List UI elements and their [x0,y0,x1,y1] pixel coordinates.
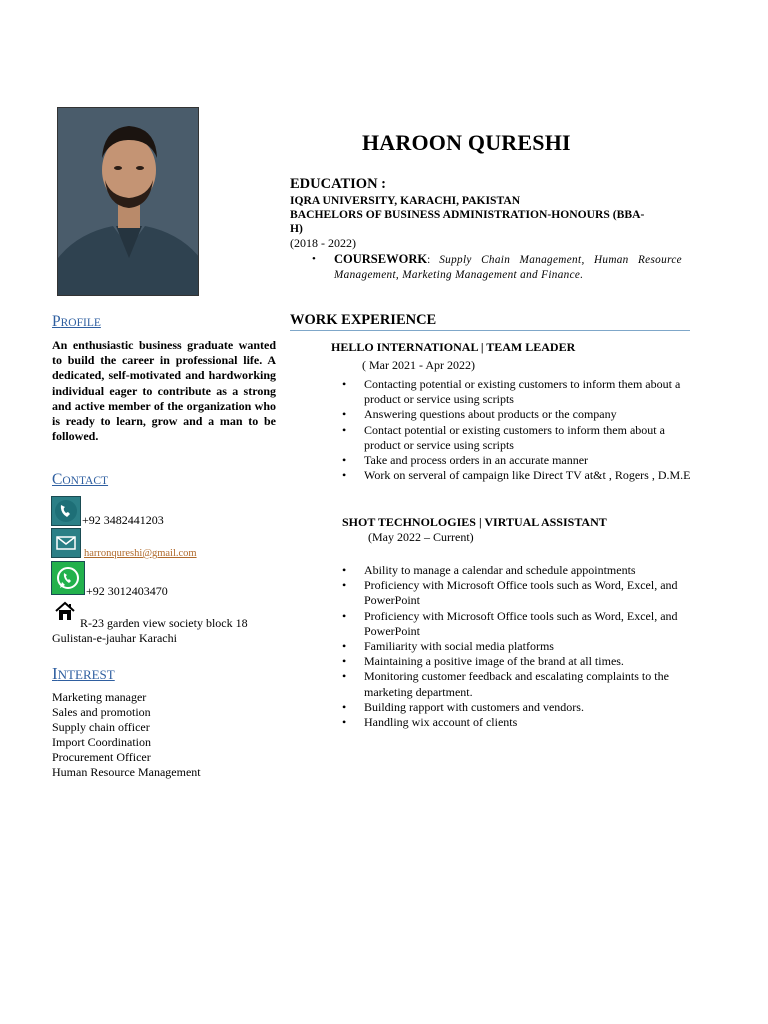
phone-icon [51,496,81,526]
job-title: SHOT TECHNOLOGIES | VIRTUAL ASSISTANT [342,515,607,529]
job-bullets [342,377,692,483]
list-item: • Proficiency with Microsoft Office tools such as Word, Excel, and PowerPoint [342,578,692,608]
interest-item: Import Coordination [52,735,151,749]
list-item: • Contact potential or existing customers to inform them about a product or service using scripts [342,423,692,453]
contact-phone[interactable]: +92 3482441203 [82,513,164,527]
job-bullets [342,563,692,730]
email-icon [51,528,81,558]
interest-heading: INTEREST [52,664,115,683]
work-experience-divider [290,330,690,331]
profile-photo-illustration [58,108,199,296]
contact-address-line2: Gulistan-e-jauhar Karachi [52,631,177,645]
interest-item: Human Resource Management [52,765,201,779]
candidate-name: HAROON QURESHI [362,130,571,155]
coursework-label: COURSEWORK [334,252,428,266]
education-university: IQRA UNIVERSITY, KARACHI, PAKISTAN [290,194,521,207]
interest-item: Marketing manager [52,690,147,704]
education-degree-line1: BACHELORS OF BUSINESS ADMINISTRATION-HONOURS (BBA- [290,208,645,221]
interest-item: Procurement Officer [52,750,151,764]
bullet-icon: • [312,253,316,265]
interest-list [52,690,201,780]
whatsapp-icon [51,561,85,595]
list-item: • Maintaining a positive image of the brand at all times. [342,654,692,669]
list-item: • Take and process orders in an accurate manner [342,453,692,468]
home-icon [54,601,76,621]
contact-whatsapp[interactable]: +92 3012403470 [86,584,168,598]
education-degree-line2: H) [290,222,303,235]
list-item: • Contacting potential or existing customers to inform them about a product or service using scripts [342,377,692,407]
contact-email-link[interactable]: harronqureshi@gmail.com [84,548,197,559]
job-dates: ( Mar 2021 - Apr 2022) [362,358,475,372]
profile-summary: An enthusiastic business graduate wanted to build the career in professional life. A dedicated, self-motivated and hardworking individual eager to contribute as a strong and active member of the organization who is ready to learn, grow and a man to be followed. [52,338,276,444]
profile-photo [57,107,199,296]
list-item: • Building rapport with customers and vendors. [342,700,692,715]
coursework-text: Supply Chain Management, Human Resource Management, Marketing Management and Finance. [334,254,682,281]
job-dates: (May 2022 – Current) [368,530,474,544]
list-item: • Answering questions about products or the company [342,407,692,422]
interest-item: Sales and promotion [52,705,151,719]
coursework-separator: : [427,254,440,266]
list-item: • Proficiency with Microsoft Office tools such as Word, Excel, and PowerPoint [342,609,692,639]
coursework [312,252,682,283]
list-item: • Handling wix account of clients [342,715,692,730]
list-item: • Monitoring customer feedback and escalating complaints to the marketing department. [342,669,692,699]
work-experience-heading: WORK EXPERIENCE [290,312,437,328]
list-item: • Familiarity with social media platforms [342,639,692,654]
job-title: HELLO INTERNATIONAL | TEAM LEADER [331,340,576,354]
list-item: • Ability to manage a calendar and schedule appointments [342,563,692,578]
list-item: • Work on serveral of campaign like Direct TV at&t , Rogers , D.M.E [342,468,692,483]
contact-address-line1: R-23 garden view society block 18 [80,616,248,630]
contact-heading: CONTACT [52,471,109,488]
education-heading: EDUCATION : [290,176,386,192]
profile-heading: PROFILE [52,313,101,330]
interest-item: Supply chain officer [52,720,150,734]
education-years: (2018 - 2022) [290,236,356,250]
